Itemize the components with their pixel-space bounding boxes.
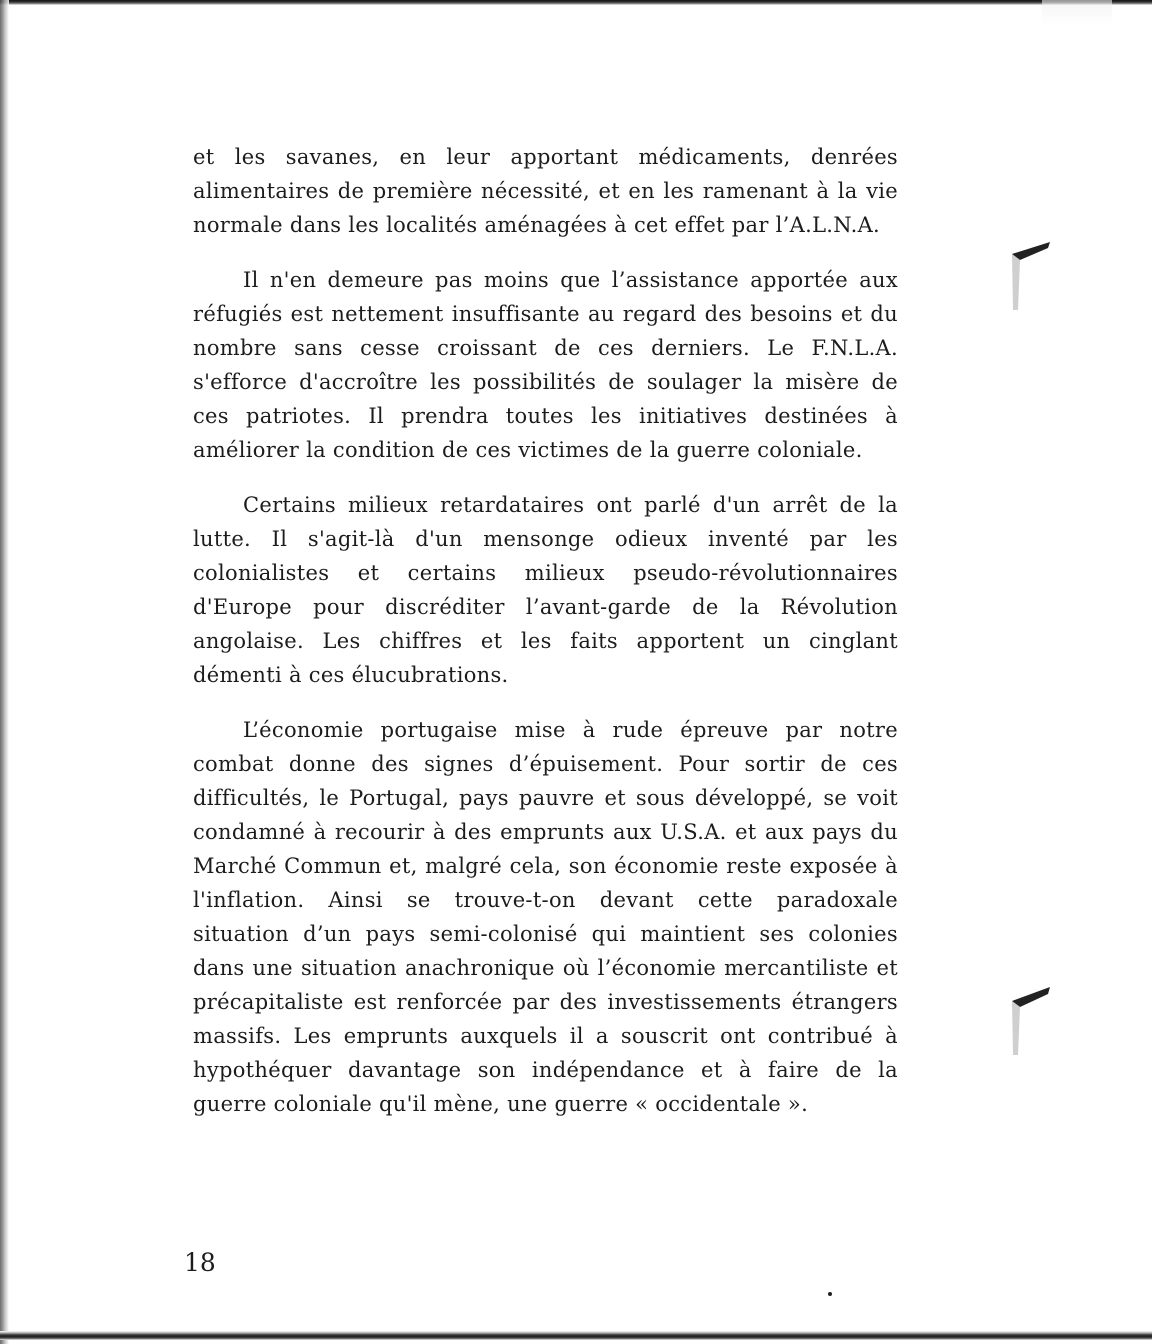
paragraph-3: Certains milieux retardataires ont parlé d'un arrêt de la lutte. Il s'agit-là d'un mensonge odieux inventé par les colonialistes et certains milieux pseudo-révolutionnaires d'Europe pour discréditer l’avant-garde de la Révolution angolaise. Les chiffres et les faits apportent un cinglant démenti à ces élucubrations. [193,493,898,687]
scan-corner-shadow [1042,0,1112,25]
scan-left-edge [0,0,9,1344]
binding-mark-lower [1010,985,1054,1055]
paragraph-1: et les savanes, en leur apportant médicaments, denrées alimentaires de première nécessité, et en les ramenant à la vie normale dans les localités aménagées à cet effet par l’A.L.N.A. [193,145,898,237]
scan-bottom-edge [0,1331,1152,1340]
page-number: 18 [184,1248,216,1277]
paragraph-4: L’économie portugaise mise à rude épreuve par notre combat donne des signes d’épuisement. Pour sortir de ces difficultés, le Portugal, pays pauvre et sous développé, se voit condamné à recourir à des emprunts aux U.S.A. et aux pays du Marché Commun et, malgré cela, son économie reste exposée à l'inflation. Ainsi se trouve-t-on devant cette paradoxale situation d’un pays semi-colonisé qui maintient ses colonies dans une situation anachronique où l’économie mercantiliste et précapitaliste est renforcée par des investissements étrangers massifs. Les emprunts auxquels il a souscrit ont contribué à hypothéquer davantage son indépendance et à faire de la guerre coloniale qu'il mène, une guerre « occidentale ». [193,718,898,1116]
scan-speck [828,1292,832,1296]
body-text [193,140,898,1142]
binding-mark-upper [1010,240,1054,310]
paragraph-2: Il n'en demeure pas moins que l’assistance apportée aux réfugiés est nettement insuffisante au regard des besoins et du nombre sans cesse croissant de ces derniers. Le F.N.L.A. s'efforce d'accroître les possibilités de soulager la misère de ces patriotes. Il prendra toutes les initiatives destinées à améliorer la condition de ces victimes de la guerre coloniale. [193,268,898,462]
scan-top-edge [0,0,1152,5]
